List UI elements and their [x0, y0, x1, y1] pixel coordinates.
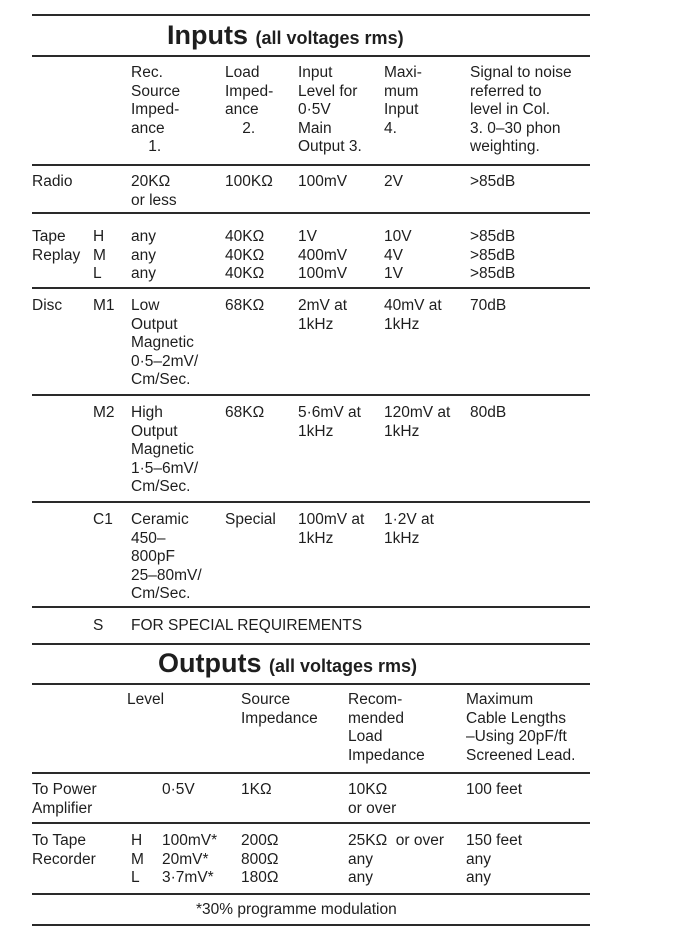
m2-level: 5·6mV at 1kHz: [298, 404, 361, 440]
divider: [32, 683, 590, 685]
footnote: *30% programme modulation: [196, 901, 397, 918]
c1-code: C1: [93, 511, 113, 528]
c1-load: Special: [225, 511, 276, 528]
tape-rec-levels: 100mV* 20mV* 3·7mV*: [162, 832, 218, 886]
divider: [32, 14, 590, 16]
m2-code: M2: [93, 404, 115, 421]
header-input-level: Input Level for 0·5V Main Output 3.: [298, 64, 362, 155]
divider: [32, 394, 590, 396]
divider: [32, 924, 590, 926]
outputs-title: Outputs: [158, 648, 262, 678]
radio-max: 2V: [384, 173, 403, 190]
out-header-cable: Maximum Cable Lengths –Using 20pF/ft Screened Lead.: [466, 691, 576, 764]
header-rec-source: Rec. Source Imped- ance 1.: [131, 64, 181, 155]
tape-snr: >85dB >85dB >85dB: [470, 228, 516, 282]
power-amp-load: 10KΩ or over: [348, 781, 397, 817]
tape-rec-cable: 150 feet any any: [466, 832, 523, 886]
tape-rec-load: 25KΩ or over any any: [348, 832, 445, 886]
tape-source: any any any: [131, 228, 156, 282]
power-amp-label: To Power Amplifier: [32, 781, 97, 817]
radio-snr: >85dB: [470, 173, 516, 190]
tape-max: 10V 4V 1V: [384, 228, 412, 282]
divider: [32, 287, 590, 289]
radio-load: 100KΩ: [225, 173, 273, 190]
radio-label: Radio: [32, 173, 73, 190]
power-amp-cable: 100 feet: [466, 781, 523, 798]
radio-source: 20KΩ or less: [131, 173, 177, 209]
disc-label: Disc: [32, 297, 63, 314]
divider: [32, 501, 590, 503]
m2-max: 120mV at 1kHz: [384, 404, 451, 440]
divider: [32, 164, 590, 166]
out-header-level: Level: [127, 691, 165, 708]
tape-rec-label: To Tape Recorder: [32, 832, 96, 868]
inputs-title: Inputs: [167, 20, 248, 50]
divider: [32, 893, 590, 895]
c1-max: 1·2V at 1kHz: [384, 511, 434, 547]
tape-load: 40KΩ 40KΩ 40KΩ: [225, 228, 265, 282]
m2-load: 68KΩ: [225, 404, 265, 421]
divider: [32, 606, 590, 608]
m2-snr: 80dB: [470, 404, 507, 421]
m1-code: M1: [93, 297, 115, 314]
s-code: S: [93, 617, 104, 634]
tape-level: 1V 400mV 100mV: [298, 228, 348, 282]
m1-level: 2mV at 1kHz: [298, 297, 348, 333]
s-desc: FOR SPECIAL REQUIREMENTS: [131, 617, 363, 634]
c1-desc: Ceramic 450– 800pF 25–80mV/ Cm/Sec.: [131, 511, 202, 602]
m2-desc: High Output Magnetic 1·5–6mV/ Cm/Sec.: [131, 404, 199, 495]
out-header-recommended: Recom- mended Load Impedance: [348, 691, 425, 764]
header-load: Load Imped- ance 2.: [225, 64, 274, 137]
divider: [32, 55, 590, 57]
out-header-source: Source Impedance: [241, 691, 318, 727]
divider: [32, 643, 590, 645]
header-snr: Signal to noise referred to level in Col. 3. 0–30 phon weighting.: [470, 64, 572, 155]
c1-level: 100mV at 1kHz: [298, 511, 365, 547]
m1-desc: Low Output Magnetic 0·5–2mV/ Cm/Sec.: [131, 297, 199, 388]
radio-level: 100mV: [298, 173, 348, 190]
divider: [32, 772, 590, 774]
power-amp-source: 1KΩ: [241, 781, 272, 798]
tape-rec-source: 200Ω 800Ω 180Ω: [241, 832, 279, 886]
divider: [32, 822, 590, 824]
header-max-input: Maxi- mum Input 4.: [384, 64, 422, 137]
power-amp-level: 0·5V: [162, 781, 195, 798]
inputs-subtitle: (all voltages rms): [255, 28, 404, 48]
divider: [32, 212, 590, 214]
tape-rec-modes: H M L: [131, 832, 144, 886]
outputs-subtitle: (all voltages rms): [269, 656, 418, 676]
m1-load: 68KΩ: [225, 297, 265, 314]
tape-label: Tape Replay: [32, 228, 81, 264]
m1-snr: 70dB: [470, 297, 507, 314]
outputs-heading: [158, 648, 417, 681]
inputs-heading: [167, 20, 404, 53]
m1-max: 40mV at 1kHz: [384, 297, 442, 333]
tape-modes: H M L: [93, 228, 106, 282]
